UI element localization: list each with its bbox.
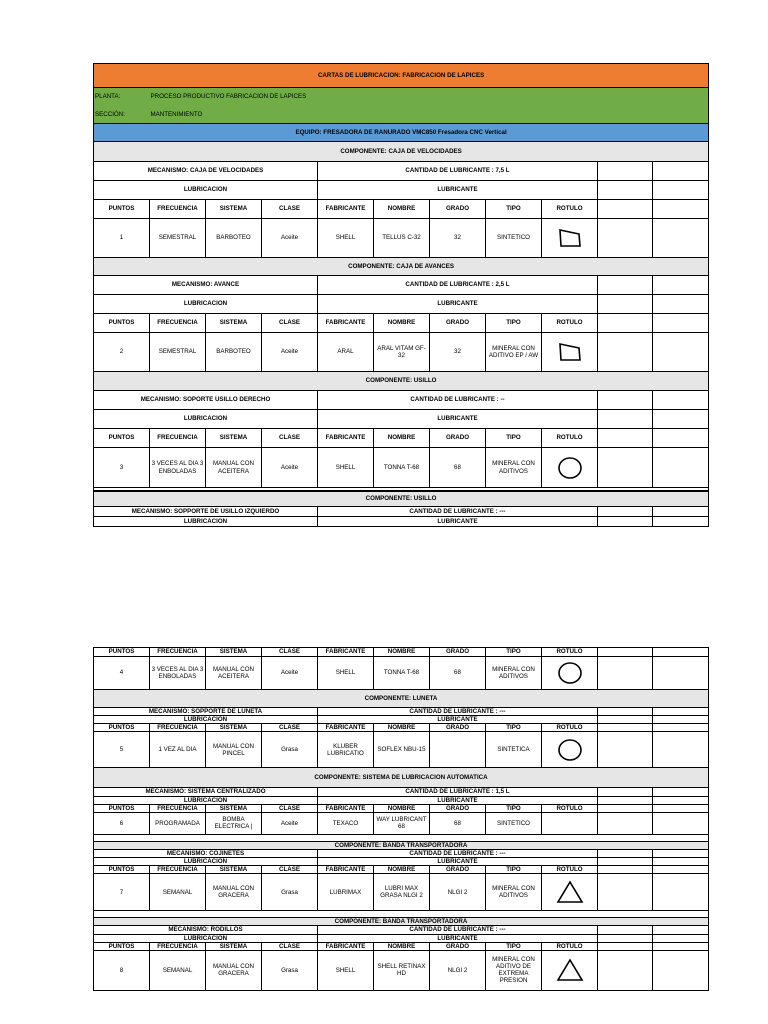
- col-rotulo: ROTULO: [542, 429, 598, 448]
- lubricacion-header: LUBRICACION: [94, 410, 318, 429]
- col-clase: CLASE: [262, 429, 318, 448]
- cell-fabricante: SHELL: [318, 448, 374, 488]
- cell-puntos: 8: [94, 950, 150, 990]
- equipo-title: EQUIPO: FRESADORA DE RANURADO VMC850 Fresadora CNC Vertical: [94, 124, 709, 142]
- cell-clase: Aceite: [262, 657, 318, 690]
- cell-frecuencia: 3 VECES AL DIA 3 ENBOLADAS: [150, 448, 206, 488]
- cantidad-label: CANTIDAD DE LUBRICANTE : --: [318, 391, 598, 410]
- cantidad-label: CANTIDAD DE LUBRICANTE : ---: [318, 926, 598, 934]
- cell-puntos: 3: [94, 448, 150, 488]
- col-rotulo: ROTULO: [542, 648, 598, 657]
- col-fabricante: FABRICANTE: [318, 724, 374, 732]
- cell-fabricante: ARAL: [318, 333, 374, 372]
- cell-sistema: BARBOTEO: [206, 333, 262, 372]
- col-puntos: PUNTOS: [94, 804, 150, 812]
- cell-frecuencia: PROGRAMADA: [150, 812, 206, 834]
- lubrication-chart-page-1: [93, 63, 709, 527]
- col-frecuencia: FRECUENCIA: [150, 804, 206, 812]
- cell-nombre: SHELL RETINAX HD: [374, 950, 430, 990]
- cell-puntos: 1: [94, 219, 150, 258]
- cell-sistema: MANUAL CON ACEITERA: [206, 448, 262, 488]
- cell-grado: 68: [430, 657, 486, 690]
- col-puntos: PUNTOS: [94, 942, 150, 950]
- col-rotulo: ROTULO: [542, 942, 598, 950]
- col-frecuencia: FRECUENCIA: [150, 942, 206, 950]
- col-frecuencia: FRECUENCIA: [150, 429, 206, 448]
- col-tipo: TIPO: [486, 866, 542, 874]
- col-sistema: SISTEMA: [206, 942, 262, 950]
- rotulo-circle-icon: [542, 448, 598, 488]
- cell-fabricante: KLUBER LUBRICATIO: [318, 732, 374, 768]
- col-fabricante: FABRICANTE: [318, 429, 374, 448]
- componente-header: COMPONENTE: BANDA TRANSPORTADORA: [94, 841, 709, 849]
- col-tipo: TIPO: [486, 314, 542, 333]
- cell-frecuencia: SEMESTRAL: [150, 219, 206, 258]
- col-sistema: SISTEMA: [206, 724, 262, 732]
- cell-grado: 32: [430, 219, 486, 258]
- col-nombre: NOMBRE: [374, 724, 430, 732]
- cell-tipo: SINTETICO: [486, 812, 542, 834]
- col-clase: CLASE: [262, 724, 318, 732]
- cell-frecuencia: SEMANAL: [150, 874, 206, 911]
- rotulo-circle-icon: [542, 732, 598, 768]
- col-puntos: PUNTOS: [94, 429, 150, 448]
- componente-header: COMPONENTE: LUNETA: [94, 690, 709, 708]
- lubricacion-header: LUBRICACION: [94, 181, 318, 200]
- cell-clase: Grasa: [262, 950, 318, 990]
- col-sistema: SISTEMA: [206, 314, 262, 333]
- col-nombre: NOMBRE: [374, 648, 430, 657]
- cell-sistema: MANUAL CON ACEITERA: [206, 657, 262, 690]
- col-sistema: SISTEMA: [206, 866, 262, 874]
- cell-puntos: 7: [94, 874, 150, 911]
- col-grado: GRADO: [430, 942, 486, 950]
- cell-sistema: MANUAL CON GRACERA: [206, 950, 262, 990]
- componente-header: COMPONENTE: USILLO: [94, 491, 709, 507]
- rotulo-trapezoid-icon: [542, 333, 598, 372]
- col-tipo: TIPO: [486, 724, 542, 732]
- cell-nombre: TELLUS C-32: [374, 219, 430, 258]
- cantidad-label: CANTIDAD DE LUBRICANTE : ---: [318, 708, 598, 716]
- table-row: [94, 812, 709, 834]
- cantidad-label: CANTIDAD DE LUBRICANTE : 1,5 L: [318, 788, 598, 796]
- cell-tipo: MINERAL CON ADITIVOS: [486, 448, 542, 488]
- lubricante-header: LUBRICANTE: [318, 796, 598, 804]
- col-rotulo: ROTULO: [542, 724, 598, 732]
- cell-sistema: MANUAL CON PINCEL: [206, 732, 262, 768]
- col-tipo: TIPO: [486, 200, 542, 219]
- col-rotulo: ROTULO: [542, 314, 598, 333]
- col-nombre: NOMBRE: [374, 942, 430, 950]
- col-sistema: SISTEMA: [206, 429, 262, 448]
- lubricante-header: LUBRICANTE: [318, 517, 598, 527]
- table-row: [94, 333, 709, 372]
- cantidad-label: CANTIDAD DE LUBRICANTE : 2,5 L: [318, 276, 598, 295]
- col-tipo: TIPO: [486, 804, 542, 812]
- col-grado: GRADO: [430, 429, 486, 448]
- col-puntos: PUNTOS: [94, 724, 150, 732]
- cell-puntos: 5: [94, 732, 150, 768]
- componente-header: COMPONENTE: SISTEMA DE LUBRICACION AUTOMATICA: [94, 768, 709, 788]
- cell-sistema: BARBOTEO: [206, 219, 262, 258]
- cell-grado: NLGI 2: [430, 874, 486, 911]
- cell-nombre: LUBRI MAX GRASA NLGI 2: [374, 874, 430, 911]
- cell-tipo: MINERAL CON ADITIVO DE EXTREMA PRESION: [486, 950, 542, 990]
- planta-label: PLANTA:: [94, 88, 150, 106]
- cell-nombre: TONNA T-68: [374, 448, 430, 488]
- cell-clase: Aceite: [262, 448, 318, 488]
- col-tipo: TIPO: [486, 648, 542, 657]
- rotulo-trapezoid-icon: [542, 219, 598, 258]
- cantidad-label: CANTIDAD DE LUBRICANTE : ---: [318, 849, 598, 857]
- cell-tipo: SINTETICA: [486, 732, 542, 768]
- cantidad-label: CANTIDAD DE LUBRICANTE : 7,5 L: [318, 162, 598, 181]
- table-row: [94, 657, 709, 690]
- lubricacion-header: LUBRICACION: [94, 934, 318, 942]
- table-row: [94, 732, 709, 768]
- cell-fabricante: SHELL: [318, 950, 374, 990]
- mecanismo-label: MECANISMO: CAJA DE VELOCIDADES: [94, 162, 318, 181]
- col-rotulo: ROTULO: [542, 866, 598, 874]
- col-grado: GRADO: [430, 648, 486, 657]
- col-grado: GRADO: [430, 866, 486, 874]
- lubricante-header: LUBRICANTE: [318, 934, 598, 942]
- cell-fabricante: SHELL: [318, 657, 374, 690]
- rotulo-triangle-icon: [542, 950, 598, 990]
- cell-grado: NLGI 2: [430, 950, 486, 990]
- col-clase: CLASE: [262, 942, 318, 950]
- col-sistema: SISTEMA: [206, 804, 262, 812]
- col-clase: CLASE: [262, 314, 318, 333]
- lubricacion-header: LUBRICACION: [94, 517, 318, 527]
- table-row: [94, 219, 709, 258]
- col-nombre: NOMBRE: [374, 429, 430, 448]
- col-fabricante: FABRICANTE: [318, 200, 374, 219]
- lubricacion-header: LUBRICACION: [94, 295, 318, 314]
- table-row: [94, 874, 709, 911]
- col-grado: GRADO: [430, 804, 486, 812]
- planta-value: PROCESO PRODUCTIVO FABRICACION DE LAPICES: [150, 88, 709, 106]
- col-fabricante: FABRICANTE: [318, 648, 374, 657]
- col-clase: CLASE: [262, 200, 318, 219]
- cell-fabricante: LUBRIMAX: [318, 874, 374, 911]
- col-nombre: NOMBRE: [374, 804, 430, 812]
- cell-frecuencia: SEMANAL: [150, 950, 206, 990]
- cell-grado: 68: [430, 448, 486, 488]
- col-puntos: PUNTOS: [94, 648, 150, 657]
- lubricante-header: LUBRICANTE: [318, 716, 598, 724]
- col-tipo: TIPO: [486, 942, 542, 950]
- cell-grado: 32: [430, 333, 486, 372]
- cell-frecuencia: 1 VEZ AL DIA: [150, 732, 206, 768]
- col-frecuencia: FRECUENCIA: [150, 724, 206, 732]
- cell-grado: 68: [430, 812, 486, 834]
- seccion-value: MANTENIMIENTO: [150, 106, 709, 124]
- col-clase: CLASE: [262, 648, 318, 657]
- lubricacion-header: LUBRICACION: [94, 858, 318, 866]
- lubricante-header: LUBRICANTE: [318, 181, 598, 200]
- componente-header: COMPONENTE: CAJA DE AVANCES: [94, 258, 709, 276]
- col-clase: CLASE: [262, 804, 318, 812]
- col-frecuencia: FRECUENCIA: [150, 648, 206, 657]
- cell-tipo: MINERAL CON ADITIVO EP / AW: [486, 333, 542, 372]
- componente-header: COMPONENTE: BANDA TRANSPORTADORA: [94, 918, 709, 926]
- col-sistema: SISTEMA: [206, 648, 262, 657]
- cell-grado: [430, 732, 486, 768]
- cell-sistema: MANUAL CON GRACERA: [206, 874, 262, 911]
- rotulo-circle-icon: [542, 657, 598, 690]
- cell-puntos: 2: [94, 333, 150, 372]
- lubricante-header: LUBRICANTE: [318, 295, 598, 314]
- seccion-label: SECCIÓN:: [94, 106, 150, 124]
- col-fabricante: FABRICANTE: [318, 804, 374, 812]
- col-frecuencia: FRECUENCIA: [150, 200, 206, 219]
- lubricacion-header: LUBRICACION: [94, 796, 318, 804]
- cell-nombre: SOFLEX NBU-15: [374, 732, 430, 768]
- lubricante-header: LUBRICANTE: [318, 858, 598, 866]
- col-clase: CLASE: [262, 866, 318, 874]
- mecanismo-label: MECANISMO: RODILLOS: [94, 926, 318, 934]
- cell-puntos: 6: [94, 812, 150, 834]
- table-row: [94, 950, 709, 990]
- col-nombre: NOMBRE: [374, 314, 430, 333]
- mecanismo-label: MECANISMO: SISTEMA CENTRALIZADO: [94, 788, 318, 796]
- col-puntos: PUNTOS: [94, 314, 150, 333]
- mecanismo-label: MECANISMO: AVANCE: [94, 276, 318, 295]
- col-puntos: PUNTOS: [94, 200, 150, 219]
- col-grado: GRADO: [430, 200, 486, 219]
- cell-frecuencia: SEMESTRAL: [150, 333, 206, 372]
- cell-tipo: MINERAL CON ADITIVOS: [486, 657, 542, 690]
- cell-tipo: SINTETICO: [486, 219, 542, 258]
- lubrication-chart-page-2: [93, 647, 709, 991]
- col-tipo: TIPO: [486, 429, 542, 448]
- cell-frecuencia: 3 VECES AL DIA 3 ENBOLADAS: [150, 657, 206, 690]
- col-fabricante: FABRICANTE: [318, 314, 374, 333]
- col-fabricante: FABRICANTE: [318, 942, 374, 950]
- cell-clase: Grasa: [262, 732, 318, 768]
- cell-clase: Aceite: [262, 812, 318, 834]
- mecanismo-label: MECANISMO: COJINETES: [94, 849, 318, 857]
- cell-fabricante: SHELL: [318, 219, 374, 258]
- chart-title: CARTAS DE LUBRICACION: FABRICACION DE LAPICES: [94, 64, 709, 88]
- cell-clase: Aceite: [262, 219, 318, 258]
- col-frecuencia: FRECUENCIA: [150, 314, 206, 333]
- col-rotulo: ROTULO: [542, 804, 598, 812]
- lubricacion-header: LUBRICACION: [94, 716, 318, 724]
- cantidad-label: CANTIDAD DE LUBRICANTE : ---: [318, 507, 598, 517]
- col-rotulo: ROTULO: [542, 200, 598, 219]
- componente-header: COMPONENTE: USILLO: [94, 372, 709, 391]
- cell-tipo: MINERAL CON ADITIVOS: [486, 874, 542, 911]
- cell-clase: Grasa: [262, 874, 318, 911]
- lubricante-header: LUBRICANTE: [318, 410, 598, 429]
- table-row: [94, 448, 709, 488]
- cell-puntos: 4: [94, 657, 150, 690]
- cell-nombre: ARAL VITAM GF-32: [374, 333, 430, 372]
- rotulo-triangle-icon: [542, 874, 598, 911]
- col-nombre: NOMBRE: [374, 866, 430, 874]
- componente-header: COMPONENTE: CAJA DE VELOCIDADES: [94, 142, 709, 162]
- mecanismo-label: MECANISMO: SOPPORTE DE LUNETA: [94, 708, 318, 716]
- col-fabricante: FABRICANTE: [318, 866, 374, 874]
- col-sistema: SISTEMA: [206, 200, 262, 219]
- cell-nombre: TONNA T-68: [374, 657, 430, 690]
- mecanismo-label: MECANISMO: SOPPORTE DE USILLO IZQUIERDO: [94, 507, 318, 517]
- cell-fabricante: TEXACO: [318, 812, 374, 834]
- mecanismo-label: MECANISMO: SOPORTE USILLO DERECHO: [94, 391, 318, 410]
- col-grado: GRADO: [430, 724, 486, 732]
- col-frecuencia: FRECUENCIA: [150, 866, 206, 874]
- cell-nombre: WAY LUBRICANT 68: [374, 812, 430, 834]
- col-grado: GRADO: [430, 314, 486, 333]
- cell-clase: Aceite: [262, 333, 318, 372]
- cell-rotulo: [542, 812, 598, 834]
- cell-sistema: BOMBA ELECTRICA |: [206, 812, 262, 834]
- col-puntos: PUNTOS: [94, 866, 150, 874]
- col-nombre: NOMBRE: [374, 200, 430, 219]
